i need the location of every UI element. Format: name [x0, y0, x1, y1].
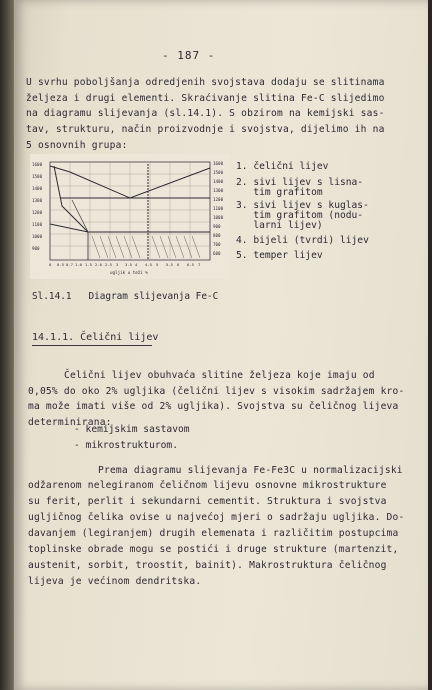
para2-line-2: odžarenom nelegiranom čeličnom lijevu osnovne mikrostrukture — [28, 480, 387, 491]
x-tick: 4.5 — [145, 262, 152, 267]
para2-line-1: Prema diagramu slijevanja Fe-Fe3C u normalizacijski — [98, 465, 403, 476]
bullet-item: - kemijskim sastavom — [74, 424, 190, 435]
group-item-5: 5. temper lijev — [236, 250, 323, 261]
group-item-1: 1. čelični lijev — [236, 161, 329, 172]
y-tick-left: 900 — [32, 246, 40, 251]
y-tick-right: 1000 — [213, 215, 224, 220]
para2-line-6: toplinske obrade mogu se postići i druge strukture (martenzit, — [28, 544, 399, 555]
y-tick-right: 800 — [213, 233, 221, 238]
x-tick: 5.5 — [166, 262, 173, 267]
group-item-3: 3. sivi lijev s kuglas- — [236, 200, 369, 211]
fe-c-phase-diagram — [30, 154, 230, 279]
y-tick-right: 700 — [213, 242, 221, 247]
y-tick-left: 1400 — [32, 186, 43, 191]
y-tick-right: 1500 — [213, 170, 224, 175]
para2-line-8: lijeva je većinom dendritska. — [28, 576, 202, 587]
book-page — [14, 0, 428, 690]
page-number: - 187 - — [162, 49, 216, 62]
para2-line-5: davanjem (legiranjem) drugih elemenata i različitim postupcima — [28, 528, 399, 539]
y-tick-right: 1200 — [213, 197, 224, 202]
x-tick: 2.5 — [105, 262, 112, 267]
y-tick-left: 1600 — [32, 162, 43, 167]
diagram-x-axis-label: ugljik u teži % — [110, 270, 148, 275]
y-tick-right: 1600 — [213, 161, 224, 166]
intro-line-4: tav, strukturu, način proizvodnje i svojstva, dijelimo ih na — [26, 124, 385, 135]
group-item-2: 2. sivi lijev s lisna- — [236, 177, 364, 188]
x-tick: 0.7 — [66, 262, 73, 267]
y-tick-right: 900 — [213, 224, 221, 229]
bullet-item: - mikrostrukturom. — [74, 440, 178, 451]
para2-line-7: austenit, sorbit, troostit, bainit). Makrostruktura čeličnog — [28, 560, 387, 571]
y-tick-right: 1400 — [213, 179, 224, 184]
para1-line-3: ma može imati više od 2% ugljika). Svojstva su čeličnog lijeva — [28, 401, 399, 412]
para2-line-4: ugljičnog čelika ovise u najvećoj mjeri o sadržaju ugljika. Do- — [28, 512, 405, 523]
intro-line-3: na diagramu slijevanja (sl.14.1). S obzirom na kemijski sas- — [26, 108, 385, 119]
y-tick-right: 1300 — [213, 188, 224, 193]
section-heading: 14.1.1. Čelični lijev — [32, 332, 159, 343]
x-tick: 5 — [156, 262, 159, 267]
y-tick-right: 600 — [213, 251, 221, 256]
x-tick: 3.5 — [125, 262, 132, 267]
x-tick: 3 — [116, 262, 119, 267]
x-tick: 1.0 — [75, 262, 82, 267]
y-tick-left: 1000 — [32, 234, 43, 239]
x-tick: 4 — [135, 262, 138, 267]
figure-caption: Sl.14.1 Diagram slijevanja Fe-C — [32, 291, 219, 302]
para1-line-4: determinirana: — [28, 417, 112, 428]
group-item-3-cont2: larni lijev) — [236, 220, 323, 231]
x-tick: 1.5 — [85, 262, 92, 267]
y-tick-left: 1100 — [32, 222, 43, 227]
x-tick: 0 — [49, 262, 52, 267]
para2-line-3: su ferit, perlit i sekundarni cementit. Struktura i svojstva — [28, 496, 387, 507]
para1-line-2: 0,05% do oko 2% ugljika (čelični lijev s visokim sadržajem kro- — [28, 386, 405, 397]
x-tick: 0.5 — [57, 262, 64, 267]
para1-line-1: Čelični lijev obuhvaća slitine željeza koje imaju od — [64, 370, 375, 381]
group-item-4: 4. bijeli (tvrdi) lijev — [236, 235, 369, 246]
y-tick-left: 1200 — [32, 210, 43, 215]
x-tick: 2.0 — [95, 262, 102, 267]
x-tick: 6.5 — [187, 262, 194, 267]
intro-line-5: 5 osnovnih grupa: — [26, 140, 128, 151]
group-item-3-cont: tim grafitom (nodu- — [236, 210, 364, 221]
group-item-2-cont: tim grafitom — [236, 187, 323, 198]
y-tick-left: 1300 — [32, 198, 43, 203]
intro-line-2: željeza i drugi elementi. Skraćivanje slitina Fe-C slijedimo — [26, 93, 385, 104]
x-tick: 7 — [198, 262, 201, 267]
y-tick-left: 1500 — [32, 174, 43, 179]
section-heading-underline — [32, 345, 152, 346]
x-tick: 6 — [177, 262, 180, 267]
intro-line-1: U svrhu poboljšanja odredjenih svojstava dodaju se slitinama — [26, 77, 385, 88]
y-tick-right: 1100 — [213, 206, 224, 211]
diagram-x-ticks — [49, 262, 200, 267]
